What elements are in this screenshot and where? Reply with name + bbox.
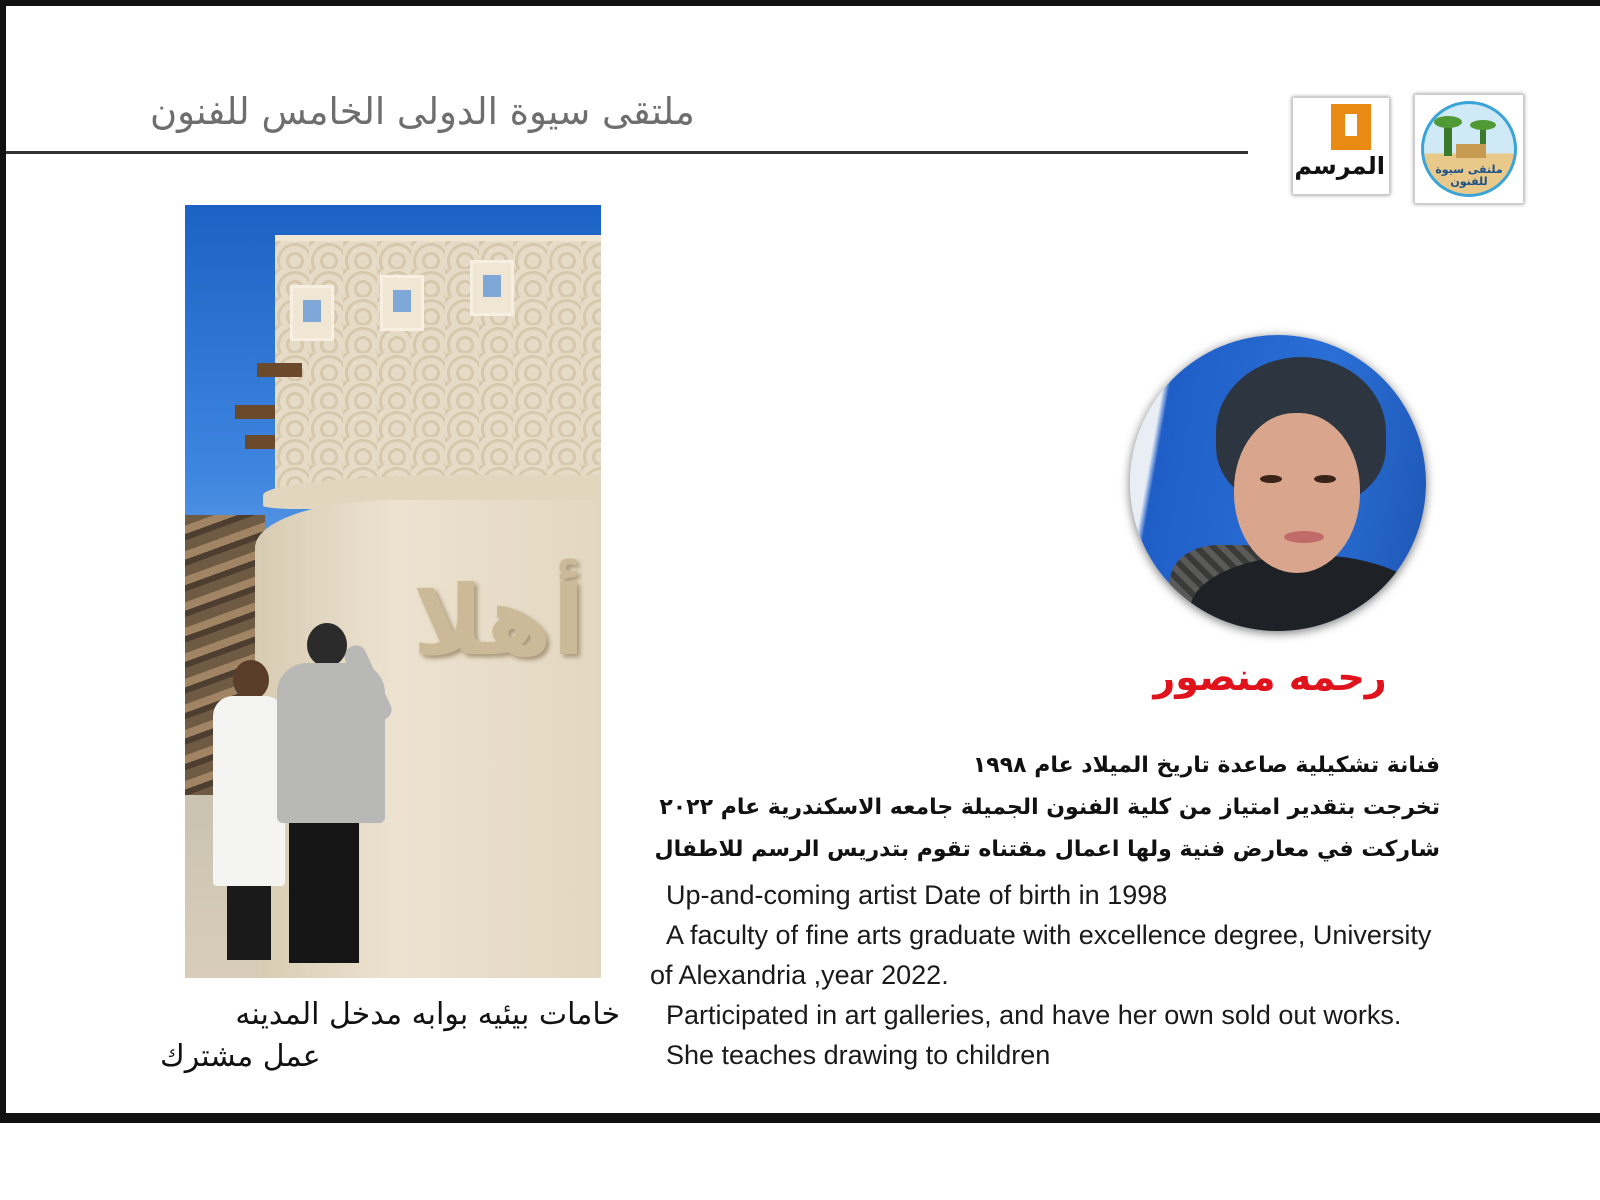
caption-line-1: خامات بيئيه بوابه مدخل المدينه (235, 997, 620, 1032)
mud-house (1456, 144, 1486, 158)
siwa-festival-logo (1414, 94, 1524, 204)
siwa-logo-emblem (1421, 101, 1517, 197)
palm-leaf (1434, 116, 1462, 128)
left-frame-border (0, 0, 6, 1120)
tower-relief-top (275, 235, 601, 506)
bio-en-line-3: Participated in art galleries, and have her own sold out works. (666, 1000, 1402, 1030)
page-title: ملتقى سيوة الدولى الخامس للفنون (150, 90, 695, 133)
tower-window (380, 275, 424, 331)
bio-ar-line: تخرجت بتقدير امتياز من كلية الفنون الجميلة جامعه الاسكندرية عام ٢٠٢٢ (659, 795, 1440, 820)
artist-name: رحمه منصور (1153, 655, 1387, 699)
tower-window (290, 285, 334, 341)
bottom-frame-border (0, 1113, 1600, 1123)
bio-en-line-2: A faculty of fine arts graduate with excellence degree, University (666, 920, 1432, 950)
top-frame-border (0, 0, 1600, 6)
wood-beam (257, 363, 302, 377)
artist-portrait (1130, 335, 1426, 631)
siwa-logo-text: ملتقى سيوة للفنون (1435, 163, 1503, 188)
bio-ar-line: فنانة تشكيلية صاعدة تاريخ الميلاد عام ١٩٩٨ (972, 753, 1440, 778)
bio-ar-line: شاركت في معارض فنية ولها اعمال مقتناه تقوم بتدريس الرسم للاطفال (654, 837, 1440, 862)
caption-line-2: عمل مشترك (160, 1039, 321, 1074)
wood-beam (235, 405, 275, 419)
marsam-logo-notch (1345, 114, 1357, 136)
person-grey-hoodie (267, 623, 407, 963)
bio-english (650, 875, 1438, 1075)
bio-en-line-1: Up-and-coming artist Date of birth in 1998 (666, 880, 1168, 910)
marsam-logo (1292, 97, 1390, 195)
bio-arabic (640, 745, 1440, 871)
artwork-caption (160, 995, 620, 1077)
artwork-photo (185, 205, 601, 978)
bio-en-line-4: She teaches drawing to children (666, 1040, 1051, 1070)
bio-en-line-2-continued: of Alexandria ,year 2022. (650, 960, 949, 990)
tower-window (470, 260, 514, 316)
header-divider (6, 151, 1248, 154)
calligraphy-relief: أهلا (412, 565, 585, 677)
marsam-logo-text: المرسم (1294, 152, 1385, 180)
wood-beam (245, 435, 275, 449)
palm-leaf-2 (1470, 120, 1496, 130)
